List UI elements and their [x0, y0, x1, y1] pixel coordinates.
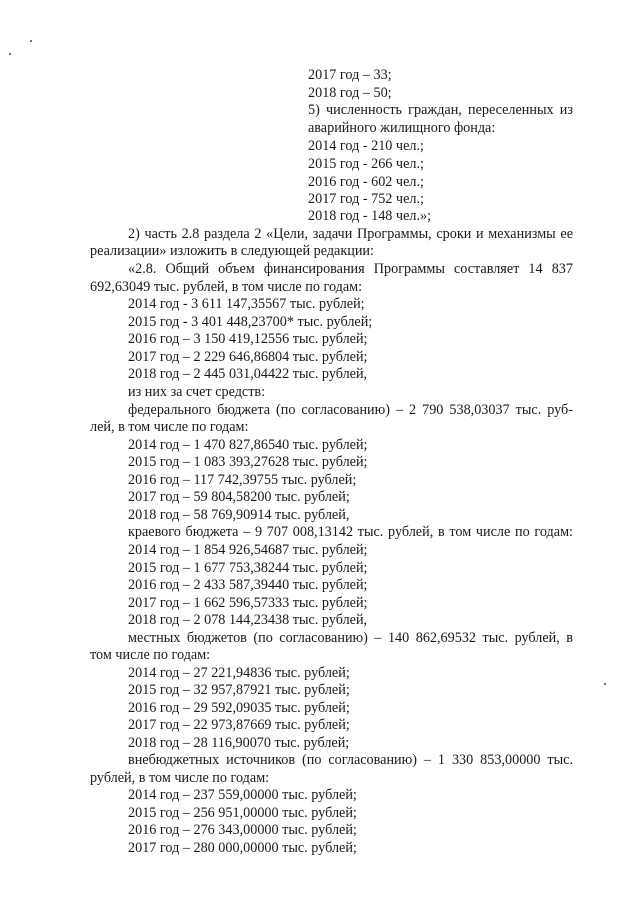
text-line: 2018 год – 58 769,90914 тыс. рублей, [128, 507, 350, 523]
text-line: 2016 год – 3 150 419,12556 тыс. рублей; [128, 331, 368, 347]
text-line: 2018 год – 50; [308, 85, 392, 101]
text-line: 2016 год – 2 433 587,39440 тыс. рублей; [128, 577, 368, 593]
text-line: федерального бюджета (по согласованию) – 2 790 538,03037 тыс. руб- [128, 402, 573, 418]
text-line: 2017 год – 2 229 646,86804 тыс. рублей; [128, 349, 368, 365]
text-line: 2015 год – 256 951,00000 тыс. рублей; [128, 805, 357, 821]
text-line: 2015 год - 3 401 448,23700* тыс. рублей; [128, 314, 373, 330]
text-line: внебюджетных источников (по согласованию) – 1 330 853,00000 тыс. [128, 752, 573, 768]
scan-speck [9, 53, 11, 55]
text-line: 2017 год – 59 804,58200 тыс. рублей; [128, 489, 350, 505]
scan-speck [604, 683, 606, 685]
text-line: 2016 год – 29 592,09035 тыс. рублей; [128, 700, 350, 716]
text-line: 2018 год – 2 078 144,23438 тыс. рублей, [128, 612, 368, 628]
text-line: рублей, в том числе по годам: [90, 770, 270, 786]
text-line: 2017 год – 22 973,87669 тыс. рублей; [128, 717, 350, 733]
text-line: 2017 год - 752 чел.; [308, 191, 424, 207]
text-line: 2016 год – 276 343,00000 тыс. рублей; [128, 822, 357, 838]
text-line: 2015 год – 1 677 753,38244 тыс. рублей; [128, 560, 368, 576]
text-line: 2014 год - 210 чел.; [308, 138, 424, 154]
text-line: 2014 год – 237 559,00000 тыс. рублей; [128, 787, 357, 803]
text-line: 5) численность граждан, переселенных из [308, 102, 573, 118]
text-line: из них за счет средств: [128, 384, 266, 400]
text-line: 2017 год – 1 662 596,57333 тыс. рублей; [128, 595, 368, 611]
text-line: 2018 год – 2 445 031,04422 тыс. рублей, [128, 366, 368, 382]
text-line: 2014 год - 3 611 147,35567 тыс. рублей; [128, 296, 365, 312]
text-line: лей, в том числе по годам: [90, 419, 249, 435]
text-line: 2018 год – 28 116,90070 тыс. рублей; [128, 735, 350, 751]
text-line: 2016 год – 117 742,39755 тыс. рублей; [128, 472, 357, 488]
text-line: 2015 год – 32 957,87921 тыс. рублей; [128, 682, 350, 698]
text-line: 2014 год – 27 221,94836 тыс. рублей; [128, 665, 350, 681]
text-line: том числе по годам: [90, 647, 211, 663]
text-line: 2014 год – 1 470 827,86540 тыс. рублей; [128, 437, 368, 453]
text-line: «2.8. Общий объем финансирования Программы составляет 14 837 [128, 261, 573, 277]
text-line: 2016 год - 602 чел.; [308, 174, 424, 190]
text-line: 692,63049 тыс. рублей, в том числе по годам: [90, 279, 363, 295]
text-line: реализации» изложить в следующей редакции: [90, 243, 374, 259]
text-line: аварийного жилищного фонда: [308, 120, 496, 136]
text-line: 2017 год – 33; [308, 67, 392, 83]
text-line: 2) часть 2.8 раздела 2 «Цели, задачи Программы, сроки и механизмы ее [128, 226, 573, 242]
text-line: 2018 год - 148 чел.»; [308, 208, 432, 224]
text-line: краевого бюджета – 9 707 008,13142 тыс. рублей, в том числе по годам: [128, 524, 573, 540]
text-line: 2015 год - 266 чел.; [308, 156, 424, 172]
scan-speck [30, 40, 32, 42]
text-line: 2014 год – 1 854 926,54687 тыс. рублей; [128, 542, 368, 558]
text-line: 2015 год – 1 083 393,27628 тыс. рублей; [128, 454, 368, 470]
text-line: 2017 год – 280 000,00000 тыс. рублей; [128, 840, 357, 856]
text-line: местных бюджетов (по согласованию) – 140 862,69532 тыс. рублей, в [128, 630, 573, 646]
